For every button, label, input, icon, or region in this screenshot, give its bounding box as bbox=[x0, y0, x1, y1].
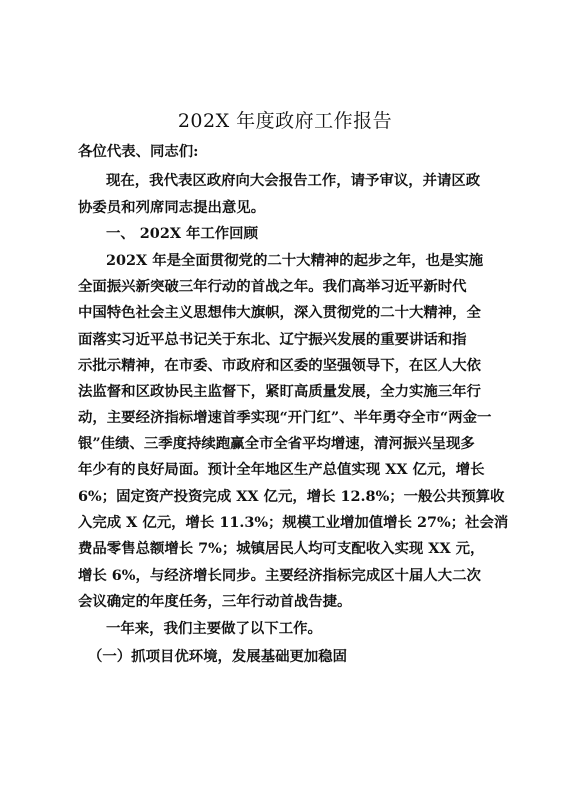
section-heading: 一、 202X 年工作回顾 bbox=[106, 225, 258, 242]
paragraph-line: 银”佳绩、三季度持续跑赢全市全省平均增速，清河振兴呈现多 bbox=[78, 435, 475, 452]
paragraph-line: 入完成 X 亿元，增长 11.3%；规模工业增加值增长 27%；社会消 bbox=[78, 514, 509, 531]
paragraph-line: 法监督和区政协民主监督下，紧盯高质量发展，全力实施三年行 bbox=[78, 383, 481, 400]
paragraph-line: 协委员和列席同志提出意见。 bbox=[78, 199, 266, 216]
salutation: 各位代表、同志们: bbox=[78, 143, 199, 160]
paragraph-line: 费品零售总额增长 7%；城镇居民人均可支配收入实现 XX 元， bbox=[78, 540, 485, 557]
subsection-heading: （一）抓项目优环境，发展基础更加稳固 bbox=[88, 648, 348, 665]
paragraph-line: 中国特色社会主义思想伟大旗帜，深入贯彻党的二十大精神，全 bbox=[78, 304, 481, 321]
document-title: 202X 年度政府工作报告 bbox=[177, 110, 393, 132]
paragraph-line: 年少有的良好局面。预计全年地区生产总值实现 XX 亿元，增长 bbox=[78, 461, 485, 478]
paragraph-line: 动，主要经济指标增速首季实现“开门红”、半年勇夺全市“两金一 bbox=[78, 409, 492, 426]
paragraph-line: 6%；固定资产投资完成 XX 亿元，增长 12.8%；一般公共预算收 bbox=[78, 488, 505, 505]
paragraph-line: 现在，我代表区政府向大会报告工作，请予审议，并请区政 bbox=[106, 172, 481, 189]
paragraph-line: 面落实习近平总书记关于东北、辽宁振兴发展的重要讲话和指 bbox=[78, 331, 467, 348]
paragraph-line: 202X 年是全面贯彻党的二十大精神的起步之年，也是实施 bbox=[106, 252, 484, 269]
paragraph-line: 全面振兴新突破三年行动的首战之年。我们高举习近平新时代 bbox=[78, 278, 467, 295]
paragraph-line: 增长 6%，与经济增长同步。主要经济指标完成区十届人大二次 bbox=[78, 567, 481, 584]
paragraph-line: 一年来，我们主要做了以下工作。 bbox=[106, 620, 322, 637]
paragraph-line: 会议确定的年度任务，三年行动首战告捷。 bbox=[78, 593, 352, 610]
paragraph-line: 示批示精神，在市委、市政府和区委的坚强领导下，在区人大依 bbox=[78, 357, 481, 374]
